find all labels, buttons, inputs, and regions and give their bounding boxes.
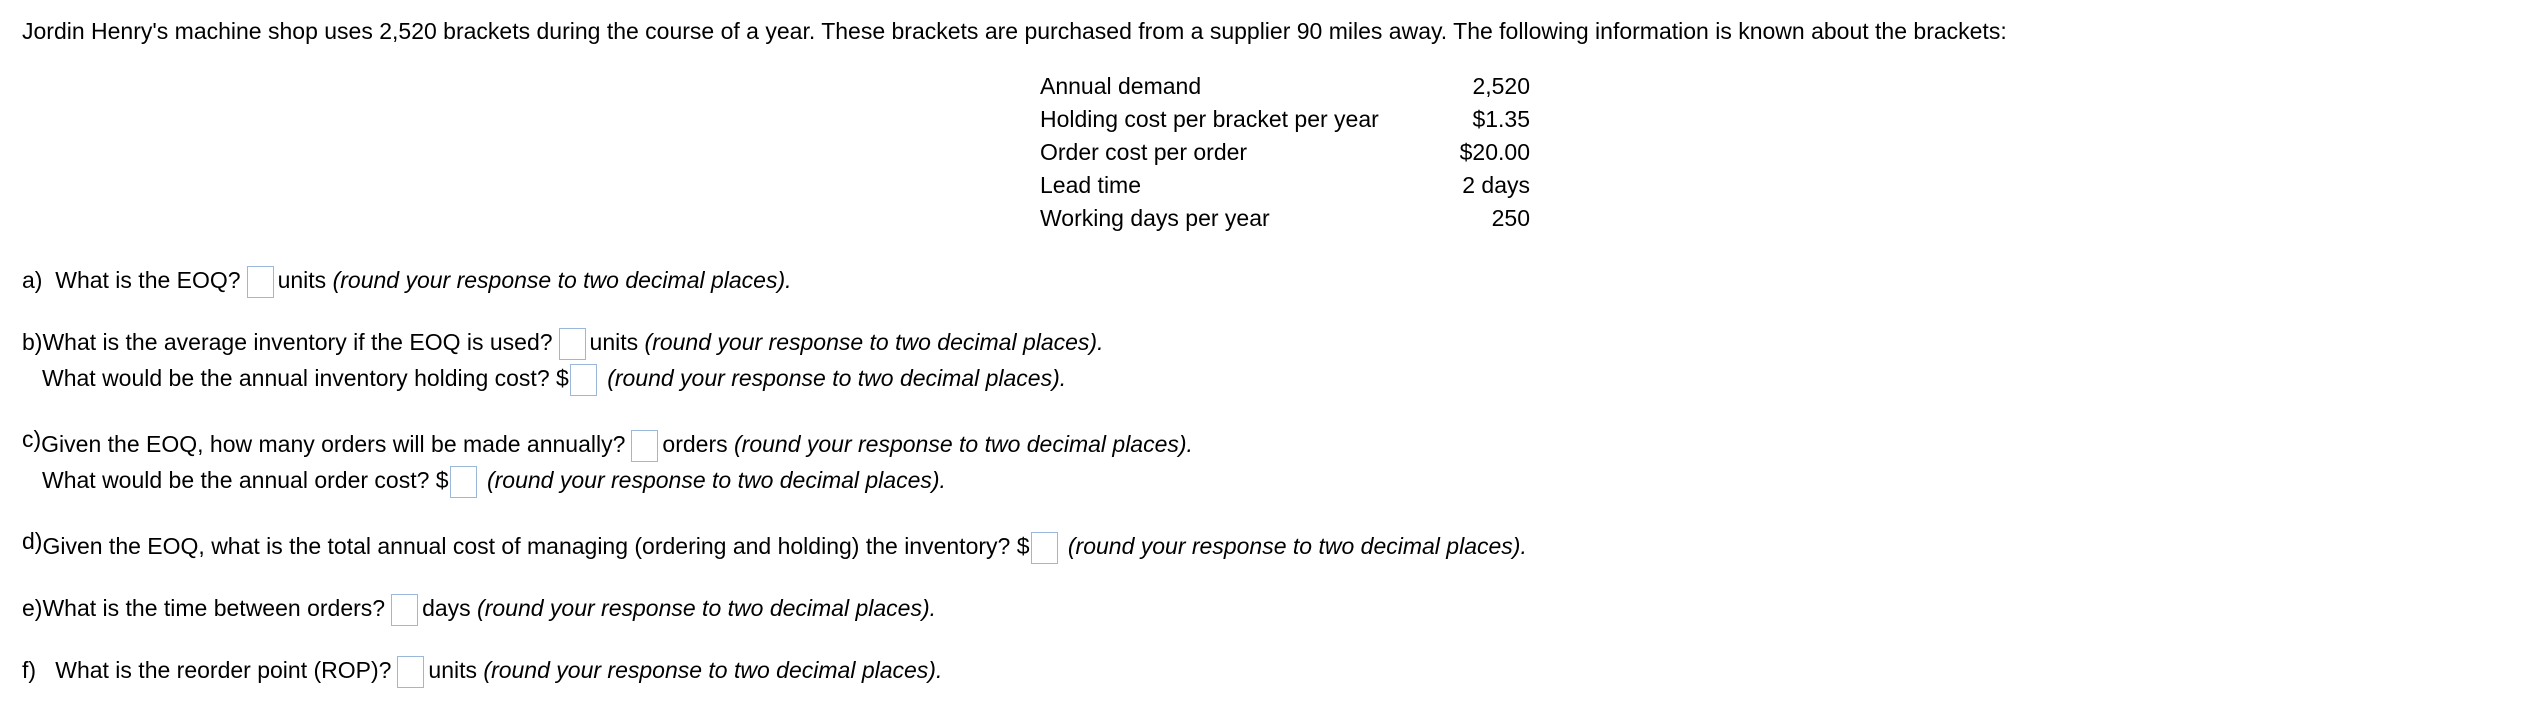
orders-per-year-input[interactable] <box>631 430 658 462</box>
unit-label: units <box>589 329 639 355</box>
row-value: $1.35 <box>1472 106 1530 132</box>
round-note: (round your response to two decimal places). <box>477 595 936 621</box>
row-label: Lead time <box>1040 172 1142 198</box>
problem-intro: Jordin Henry's machine shop uses 2,520 brackets during the course of a year. These brackets are purchased from a supplier 90 miles away. The following information is known about the brackets: <box>22 18 2007 44</box>
row-value: 2 days <box>1462 172 1530 198</box>
question-e <box>22 590 936 626</box>
question-b <box>22 324 1103 396</box>
holding-cost-input[interactable] <box>570 364 597 396</box>
question-prefix: c) <box>22 426 42 452</box>
question-text: What is the time between orders? <box>42 595 386 621</box>
question-prefix: d) <box>22 528 43 554</box>
bracket-info-table <box>1040 70 1530 235</box>
table-row <box>1040 103 1530 136</box>
time-between-orders-input[interactable] <box>391 594 418 626</box>
round-note: (round your response to two decimal places). <box>607 365 1067 391</box>
average-inventory-input[interactable] <box>559 328 586 360</box>
unit-label: orders <box>662 431 728 457</box>
table-row <box>1040 169 1530 202</box>
row-label: Annual demand <box>1040 73 1202 99</box>
reorder-point-input[interactable] <box>397 656 424 688</box>
question-prefix: e) <box>22 595 43 621</box>
question-text: What is the reorder point (ROP)? <box>55 657 392 683</box>
table-row <box>1040 202 1530 235</box>
question-text: Given the EOQ, how many orders will be made annually? <box>41 431 626 457</box>
row-label: Holding cost per bracket per year <box>1040 106 1379 132</box>
order-cost-input[interactable] <box>450 466 477 498</box>
unit-label: units <box>277 267 327 293</box>
table-row <box>1040 70 1530 103</box>
eoq-answer-input[interactable] <box>247 266 274 298</box>
question-a <box>22 262 792 298</box>
question-d <box>22 528 1527 564</box>
total-cost-input[interactable] <box>1031 532 1058 564</box>
round-note: (round your response to two decimal places). <box>734 431 1193 457</box>
round-note: (round your response to two decimal places). <box>483 657 943 683</box>
row-label: Order cost per order <box>1040 139 1248 165</box>
row-value: $20.00 <box>1459 139 1530 165</box>
table-row <box>1040 136 1530 169</box>
question-text: What is the EOQ? <box>55 267 241 293</box>
question-prefix: b) <box>22 329 43 355</box>
round-note: (round your response to two decimal places). <box>332 267 792 293</box>
question-text: What would be the annual inventory holding cost? $ <box>42 365 569 391</box>
question-c <box>22 426 1193 498</box>
round-note: (round your response to two decimal places). <box>644 329 1104 355</box>
question-text: What is the average inventory if the EOQ is used? <box>42 329 553 355</box>
question-prefix: a) <box>22 267 43 293</box>
unit-label: days <box>422 595 471 621</box>
question-text: What would be the annual order cost? $ <box>42 467 449 493</box>
question-text: Given the EOQ, what is the total annual cost of managing (ordering and holding) the inventory? $ <box>42 533 1030 559</box>
unit-label: units <box>428 657 478 683</box>
question-f <box>22 652 942 688</box>
round-note: (round your response to two decimal places). <box>1067 533 1527 559</box>
row-value: 250 <box>1491 205 1530 231</box>
row-value: 2,520 <box>1472 73 1530 99</box>
question-prefix: f) <box>22 657 37 683</box>
round-note: (round your response to two decimal places). <box>486 467 946 493</box>
row-label: Working days per year <box>1040 205 1270 231</box>
